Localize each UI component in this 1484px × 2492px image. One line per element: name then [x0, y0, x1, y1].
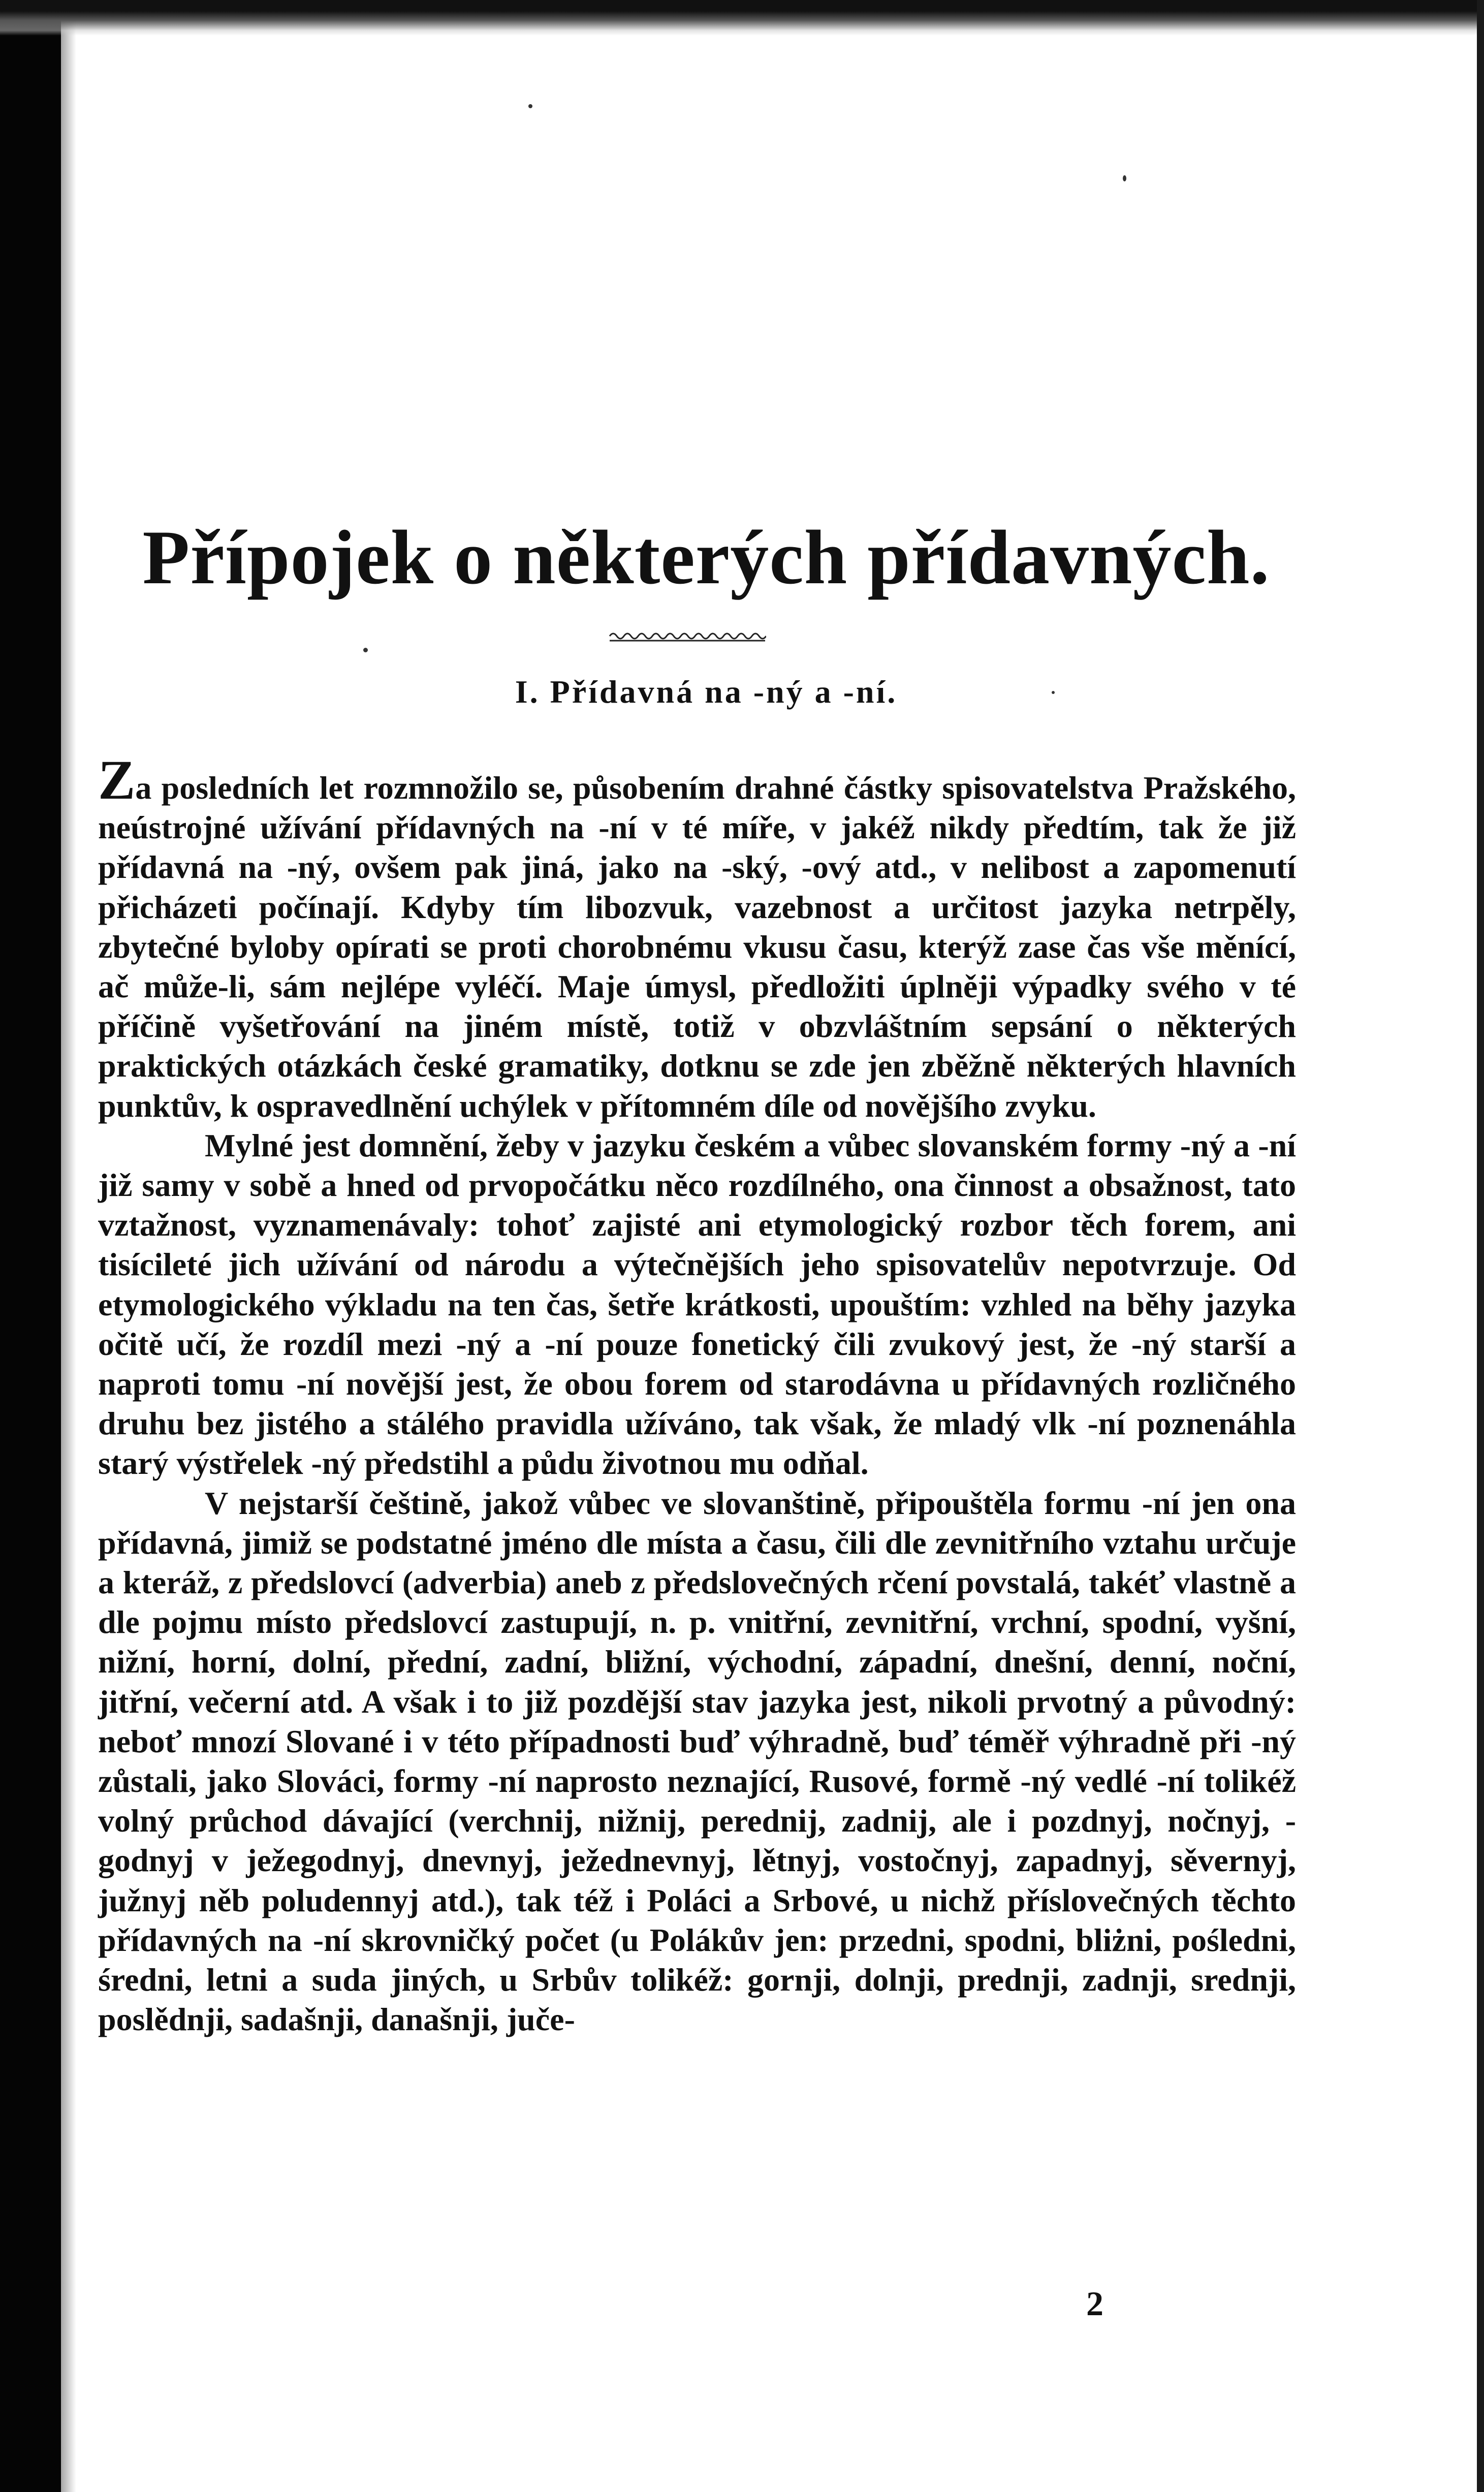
paragraph: Mylné jest domnění, žeby v jazyku českém a vůbec slovanském formy -ný a -ní již samy v sobě a hned od prvopočátku něco rozdílného, ona činnost a obsažnost, tato vztažnost, vyznamenávaly: tohoť zajisté ani etymologický rozbor těch forem, ani tisícileté jich užívání od národu a výtečnějších jeho spisovatelův nepotvrzuje. Od etymologického výkladu na ten čas, šetře krátkosti, upouštím: vzhled na běhy jazyka očitě učí, že rozdíl mezi -ný a -ní pouze fonetický čili zvukový jest, že -ný starší a naproti tomu -ní novější jest, že obou forem od starodávna u přídavných rozličného druhu bez jistého a stálého pravidla užíváno, tak však, že mladý vlk -ní poznenáhla starý výstřelek -ný předstihl a půdu životnou mu odňal. [98, 1127, 1296, 1481]
section-heading: I. Přídavná na -ný a -ní. [515, 674, 898, 710]
scan-speck [363, 648, 368, 652]
page-number: 2 [1086, 2284, 1103, 2323]
paragraph: V nejstarší češtině, jakož vůbec ve slovanštině, připouštěla formu -ní jen ona přídavná, jimiž se podstatné jméno dle místa a času, čili dle zevnitřního vztahu určuje a kteráž, z předslovcí (adverbia) aneb z předslovečných rčení povstalá, takéť vlastně a dle pojmu místo předslovcí zastupují, n. p. vnitřní, zevnitřní, vrchní, spodní, vyšní, nižní, horní, dolní, přední, zadní, bližní, východní, západní, dnešní, denní, noční, jitřní, večerní atd. A však i to již pozdější stav jazyka jest, nikoli prvotný a původný: neboť mnozí Slované i v této případnosti buď výhradně, buď téměř výhradně při -ný zůstali, jako Slováci, formy -ní naprosto neznající, Rusové, formě -ný vedlé -ní tolikéž volný průchod dávající (verchnij, nižnij, perednij, zadnij, ale i pozdnyj, nočnyj, -godnyj v ježegodnyj, dnevnyj, ježednevnyj, lětnyj, vostočnyj, zapadnyj, sěvernyj, južnyj něb poludennyj atd.), tak též i Poláci a Srbové, u nichž příslovečných těchto přídavných na -ní skrovničký počet (u Polákův jen: przedni, spodni, bliżni, pośledni, średni, letni a suda jiných, u Srbův tolikéž: gornji, dolnji, prednji, zadnji, srednji, poslědnji, sadašnji, današnji, juče- [98, 1485, 1296, 2038]
scan-right-border [1477, 0, 1484, 2492]
title-ornament [609, 629, 766, 643]
paragraph-text: a posledních let rozmnožilo se, působením drahné částky spisovatelstva Pražského, neústrojné užívání přídavných na -ní v té míře, v jakéž nikdy předtím, tak že již přídavná na -ný, ovšem pak jiná, jako na -ský, -ový atd., v nelibost a zapomenutí přicházeti počínají. Kdyby tím libozvuk, vazebnost a určitost jazyka netrpěly, zbytečné byloby opírati se proti chorobnému vkusu času, kterýž zase čas vše měnící, ač může-li, sám nejlépe vyléčí. Maje úmysl, předložiti úplněji výpadky svého v té příčině vyšetřování na jiném místě, totiž v obzvláštním sepsání o některých praktických otázkách české gramatiky, dotknu se zde jen zběžně některých hlavních punktův, k ospravedlnění uchýlek v přítomném díle od novějšího zvyku. [98, 770, 1296, 1124]
scan-left-border [0, 0, 61, 2492]
scan-top-border [0, 0, 1484, 36]
paragraph [98, 749, 1296, 1126]
scan-speck [1123, 175, 1126, 181]
scan-gutter-shadow [61, 0, 76, 2492]
body-text [98, 749, 1296, 2040]
scan-speck [528, 104, 532, 108]
drop-cap: Z [98, 749, 136, 811]
page-title: Přípojek o některých přídavných. [142, 515, 1270, 600]
